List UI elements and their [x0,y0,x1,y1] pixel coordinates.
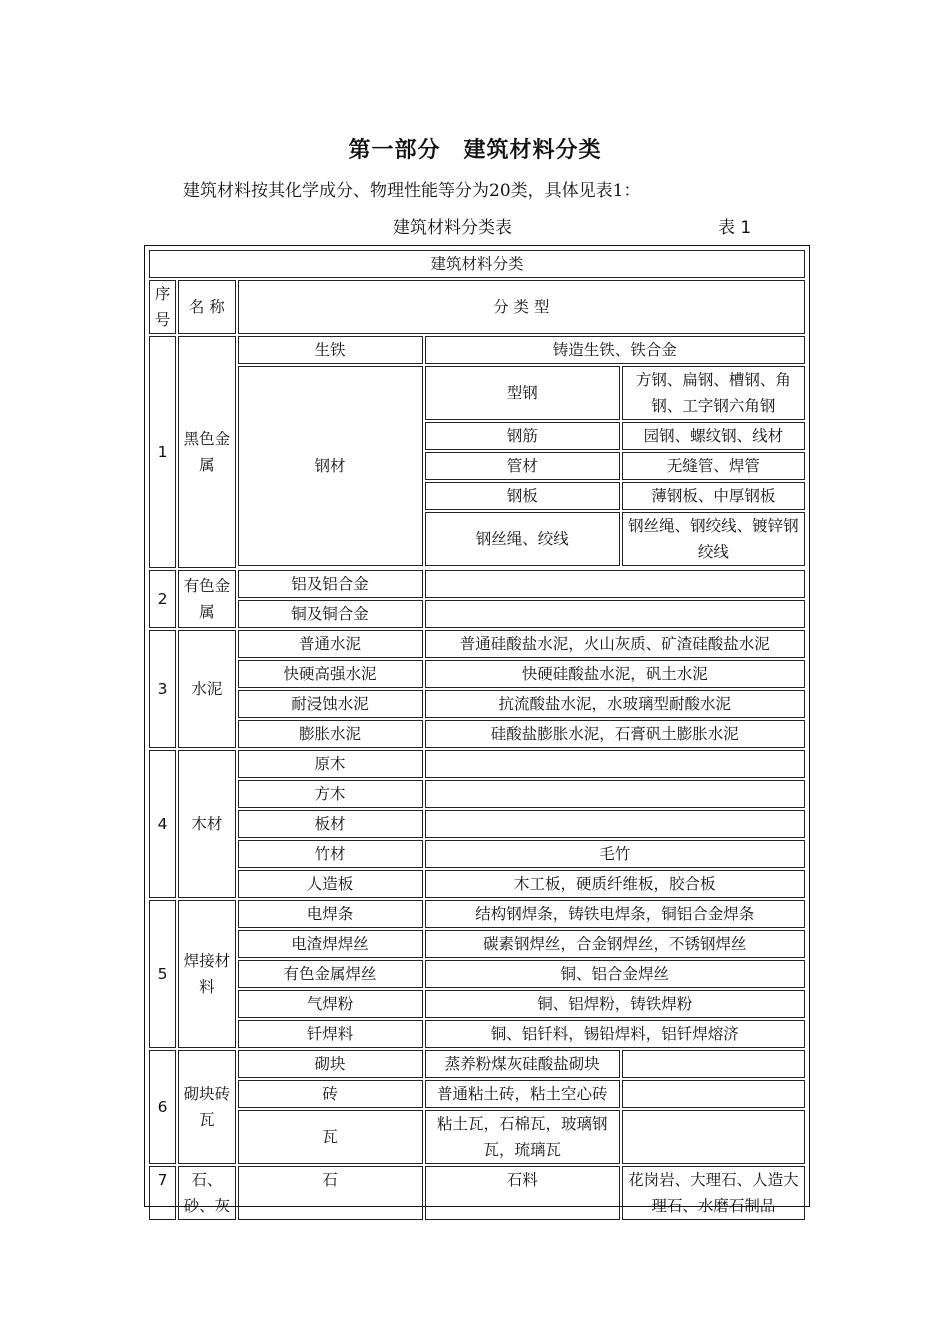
intro-text: 建筑材料按其化学成分、物理性能等分为20类，具体见表1： [183,181,641,201]
item-name: 原木 [238,750,423,778]
item-name: 快硬高强水泥 [238,660,423,688]
item-types: 粘土瓦，石棉瓦，玻璃钢瓦，琉璃瓦 [425,1110,620,1164]
item-extra [622,1110,805,1164]
item-name: 铜及铜合金 [238,600,423,628]
group-name: 砌块砖瓦 [178,1050,235,1164]
subitem-name: 钢筋 [425,422,620,450]
group-no: 3 [149,630,176,748]
group-no: 4 [149,750,176,898]
table-caption: 建筑材料分类表 [393,218,512,238]
group-name: 水泥 [178,630,235,748]
item-name: 砖 [238,1080,423,1108]
item-extra [622,1050,805,1078]
header-name: 名 称 [178,280,235,334]
item-name: 瓦 [238,1110,423,1164]
subitem-name: 钢板 [425,482,620,510]
subitem-types: 无缝管、焊管 [622,452,805,480]
item-name: 普通水泥 [238,630,423,658]
subitem-types: 方钢、扁钢、槽钢、角钢、工字钢六角钢 [622,366,805,420]
group-no: 2 [149,570,176,628]
item-types: 硅酸盐膨胀水泥，石膏矾土膨胀水泥 [425,720,805,748]
item-name: 方木 [238,780,423,808]
subitem-name: 管材 [425,452,620,480]
subitem-name: 型钢 [425,366,620,420]
subitem-types: 薄钢板、中厚钢板 [622,482,805,510]
item-types [425,810,805,838]
subitem-types: 园钢、螺纹钢、线材 [622,422,805,450]
item-name: 石 [238,1166,423,1220]
item-types: 快硬硅酸盐水泥，矾土水泥 [425,660,805,688]
item-types: 蒸养粉煤灰硅酸盐砌块 [425,1050,620,1078]
item-types: 花岗岩、大理石、人造大理石、水磨石制品 [622,1166,805,1220]
item-extra [622,1080,805,1108]
item-name: 电渣焊焊丝 [238,930,423,958]
item-material: 石料 [425,1166,620,1220]
subitem-types: 钢丝绳、钢绞线、镀锌钢绞线 [622,512,805,566]
item-name: 铝及铝合金 [238,570,423,598]
header-no: 序号 [149,280,176,334]
header-type: 分 类 型 [238,280,806,334]
group-name: 石、砂、灰 [178,1166,235,1220]
item-name: 砌块 [238,1050,423,1078]
subitem-name: 钢丝绳、绞线 [425,512,620,566]
item-types: 铸造生铁、铁合金 [425,336,805,364]
page-title: 第一部分 建筑材料分类 [348,137,602,163]
item-name: 气焊粉 [238,990,423,1018]
item-types: 毛竹 [425,840,805,868]
table-number: 表 1 [718,218,752,238]
item-name: 耐浸蚀水泥 [238,690,423,718]
item-name: 有色金属焊丝 [238,960,423,988]
group-name: 黑色金属 [178,336,235,568]
item-types: 碳素钢焊丝，合金钢焊丝，不锈钢焊丝 [425,930,805,958]
item-types [425,600,805,628]
group-name: 有色金属 [178,570,235,628]
item-types: 木工板，硬质纤维板，胶合板 [425,870,805,898]
item-types: 结构钢焊条，铸铁电焊条，铜铝合金焊条 [425,900,805,928]
group-no: 5 [149,900,176,1048]
item-name: 电焊条 [238,900,423,928]
group-no: 6 [149,1050,176,1164]
item-name: 人造板 [238,870,423,898]
item-name: 板材 [238,810,423,838]
group-name: 木材 [178,750,235,898]
group-name: 焊接材料 [178,900,235,1048]
item-name: 生铁 [238,336,423,364]
item-types: 普通粘土砖，粘土空心砖 [425,1080,620,1108]
item-name: 钢材 [238,366,423,566]
materials-table [144,245,810,1215]
item-types [425,780,805,808]
item-types: 抗流酸盐水泥，水玻璃型耐酸水泥 [425,690,805,718]
group-no: 1 [149,336,176,568]
item-types: 铜、铝合金焊丝 [425,960,805,988]
item-types: 铜、铝焊粉，铸铁焊粉 [425,990,805,1018]
item-types: 铜、铝钎料，锡铅焊料，铝钎焊熔济 [425,1020,805,1048]
item-name: 钎焊料 [238,1020,423,1048]
item-types [425,570,805,598]
item-name: 膨胀水泥 [238,720,423,748]
group-no: 7 [149,1166,176,1220]
item-types [425,750,805,778]
item-types: 普通硅酸盐水泥，火山灰质、矿渣硅酸盐水泥 [425,630,805,658]
table-title: 建筑材料分类 [149,250,805,278]
item-name: 竹材 [238,840,423,868]
